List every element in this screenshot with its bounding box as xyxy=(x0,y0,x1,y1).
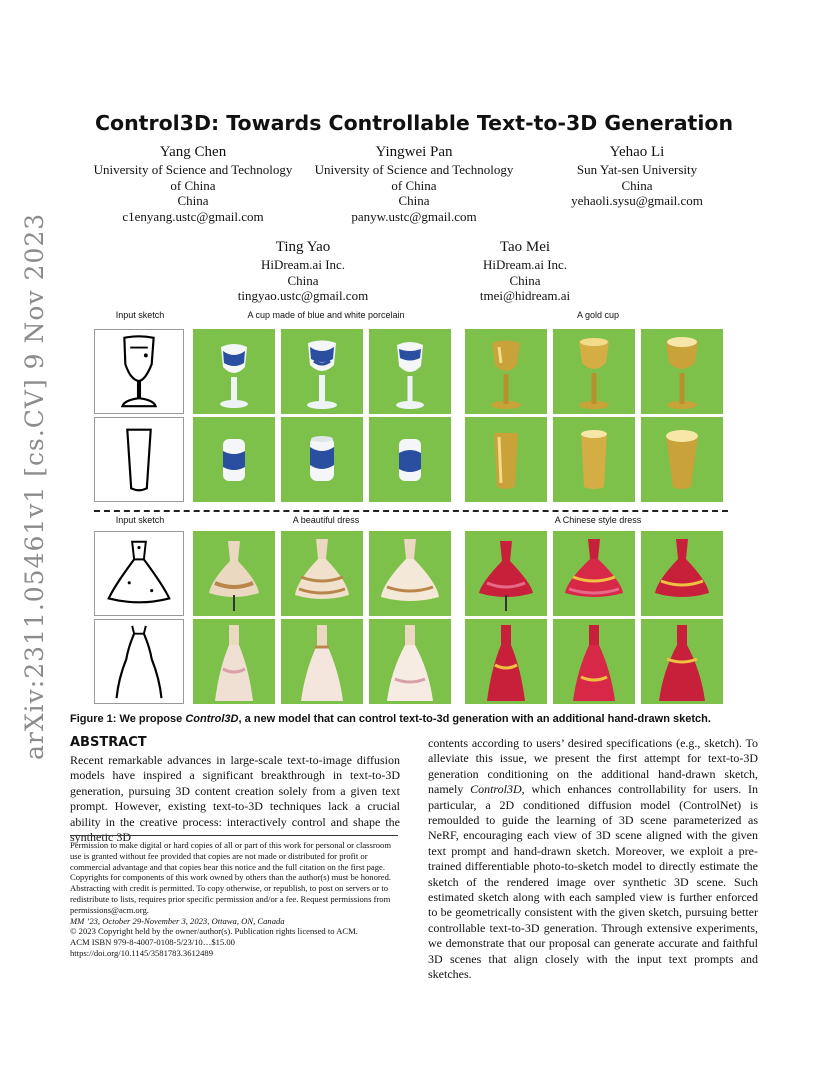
figure-1 xyxy=(90,308,732,708)
figure-separator xyxy=(94,510,728,512)
author-affiliation: University of Science and Technology xyxy=(93,162,293,177)
abstract-text-right xyxy=(428,736,758,983)
label-input-sketch-bottom: Input sketch xyxy=(115,515,165,525)
author-tao-mei xyxy=(444,238,606,304)
render-gold-cup-3 xyxy=(641,417,723,502)
footnote-isbn: ACM ISBN 979-8-4007-0108-5/23/10…$15.00 xyxy=(70,937,235,948)
author-yingwei-pan xyxy=(307,143,521,224)
author-yehao-li xyxy=(542,143,732,209)
author-country: China xyxy=(509,272,541,288)
sketch-goblet xyxy=(94,329,184,414)
render-chinese-dress-3 xyxy=(641,531,723,616)
author-country: China xyxy=(621,177,653,193)
sketch-short-dress xyxy=(94,531,184,616)
sketch-long-dress xyxy=(94,619,184,704)
render-beautiful-dress-2 xyxy=(281,531,363,616)
footnote-copyright: © 2023 Copyright held by the owner/author(s). Publication rights licensed to ACM. xyxy=(70,926,358,937)
footnote xyxy=(70,840,400,959)
footnote-permission: Permission to make digital or hard copies of all or part of this work for personal or classroom use is granted without fee provided that copies are not made or distributed for profit or commercial advantage and that copies bear this notice and the full citation on the first page. Copyrights for components of this work owned by others than the author(s) must be honored. Abstracting with credit is permitted. To copy otherwise, or republish, to post on servers or to redistribute to lists, requires prior specific permission and/or a fee. Request permissions from permissions@acm.org. xyxy=(70,840,392,915)
render-gold-goblet-3 xyxy=(641,329,723,414)
render-long-beautiful-dress-2 xyxy=(281,619,363,704)
render-gold-goblet-1 xyxy=(465,329,547,414)
render-long-beautiful-dress-3 xyxy=(369,619,451,704)
render-chinese-dress-1 xyxy=(465,531,547,616)
author-country: China xyxy=(398,193,430,209)
sketch-cup xyxy=(94,417,184,502)
author-email: tingyao.ustc@gmail.com xyxy=(237,288,369,304)
label-gold-cup: A gold cup xyxy=(576,310,620,320)
abstract-right-part-2: , which enhances controllability for users. In particular, a 2D conditioned diffusion model (ControlNet) is remoulded to guide the learning of 3D scene parameterized as NeRF, encouraging each view of 3D scene aligned with the given text prompt and hand-drawn sketch. Moreover, we exploit a pre-trained differentiable photo-to-sketch model to directly estimate the sketch of the rendered image over synthetic 3D scene. Such estimated sketch along with each sampled view is further enforced to be geometrically consistent with the given sketch, pursuing better controllable text-to-3D generation. Through extensive experiments, we demonstrate that our proposal can generate accurate and faithful 3D scenes that align closely with the input text prompts and sketches. xyxy=(428,782,758,982)
render-porcelain-goblet-2 xyxy=(281,329,363,414)
label-beautiful-dress: A beautiful dress xyxy=(292,515,360,525)
author-name: Yingwei Pan xyxy=(375,144,453,160)
render-gold-goblet-2 xyxy=(553,329,635,414)
footnote-venue: MM ’23, October 29-November 3, 2023, Ottawa, ON, Canada xyxy=(70,915,285,926)
author-affiliation: of China xyxy=(391,177,437,193)
render-gold-cup-1 xyxy=(465,417,547,502)
caption-suffix: , a new model that can control text-to-3d generation with an additional hand-drawn sketch. xyxy=(238,713,711,725)
author-country: China xyxy=(177,193,209,209)
abstract-text-left: Recent remarkable advances in large-scale text-to-image diffusion models have inspired a significant breakthrough in text-to-3D generation, pursuing 3D content creation solely from a given text prompt. However, existing text-to-3D techniques lack a crucial ability in the creative process: interactively control and shape the synthetic 3D xyxy=(70,753,400,845)
author-affiliation: HiDream.ai Inc. xyxy=(482,257,568,272)
author-email: tmei@hidream.ai xyxy=(479,288,571,304)
arxiv-stamp: arXiv:2311.05461v1 [cs.CV] 9 Nov 2023 xyxy=(20,212,49,760)
author-email: yehaoli.sysu@gmail.com xyxy=(571,193,703,209)
label-input-sketch-top: Input sketch xyxy=(115,310,165,320)
render-porcelain-cup-2 xyxy=(281,417,363,502)
footnote-doi[interactable]: https://doi.org/10.1145/3581783.3612489 xyxy=(70,947,213,958)
render-porcelain-goblet-3 xyxy=(369,329,451,414)
author-yang-chen xyxy=(86,143,300,224)
author-name: Ting Yao xyxy=(275,239,331,255)
render-chinese-dress-2 xyxy=(553,531,635,616)
render-porcelain-cup-1 xyxy=(193,417,275,502)
render-long-chinese-dress-3 xyxy=(641,619,723,704)
render-long-chinese-dress-1 xyxy=(465,619,547,704)
caption-prefix: Figure 1: We propose xyxy=(70,713,186,725)
paper-title: Control3D: Towards Controllable Text-to-3D Generation xyxy=(94,111,734,135)
author-email: panyw.ustc@gmail.com xyxy=(351,208,477,224)
author-affiliation: of China xyxy=(170,177,216,193)
render-long-beautiful-dress-1 xyxy=(193,619,275,704)
author-email: c1enyang.ustc@gmail.com xyxy=(122,208,264,224)
render-porcelain-cup-3 xyxy=(369,417,451,502)
caption-model-name: Control3D xyxy=(185,713,239,725)
author-affiliation: HiDream.ai Inc. xyxy=(260,257,346,272)
author-ting-yao xyxy=(222,238,384,304)
abstract-right-part-1: contents according to users’ desired specifications (e.g., sketch). To alleviate this issue, we present the first attempt for text-to-3D generation conditioning on the additional hand-drawn sketch, namely xyxy=(428,736,758,797)
author-affiliation: Sun Yat-sen University xyxy=(576,162,698,177)
author-name: Tao Mei xyxy=(499,239,551,255)
figure-caption xyxy=(70,713,758,725)
label-chinese-dress: A Chinese style dress xyxy=(554,515,642,525)
author-name: Yehao Li xyxy=(609,144,665,160)
label-porcelain-cup: A cup made of blue and white porcelain xyxy=(247,310,405,320)
footnote-rule xyxy=(70,835,398,836)
render-gold-cup-2 xyxy=(553,417,635,502)
render-beautiful-dress-1 xyxy=(193,531,275,616)
author-affiliation: University of Science and Technology xyxy=(314,162,514,177)
abstract-model-name: Control3D xyxy=(470,782,522,797)
author-name: Yang Chen xyxy=(159,144,227,160)
abstract-heading: ABSTRACT xyxy=(70,735,147,750)
render-long-chinese-dress-2 xyxy=(553,619,635,704)
render-beautiful-dress-3 xyxy=(369,531,451,616)
author-country: China xyxy=(287,272,319,288)
render-porcelain-goblet-1 xyxy=(193,329,275,414)
